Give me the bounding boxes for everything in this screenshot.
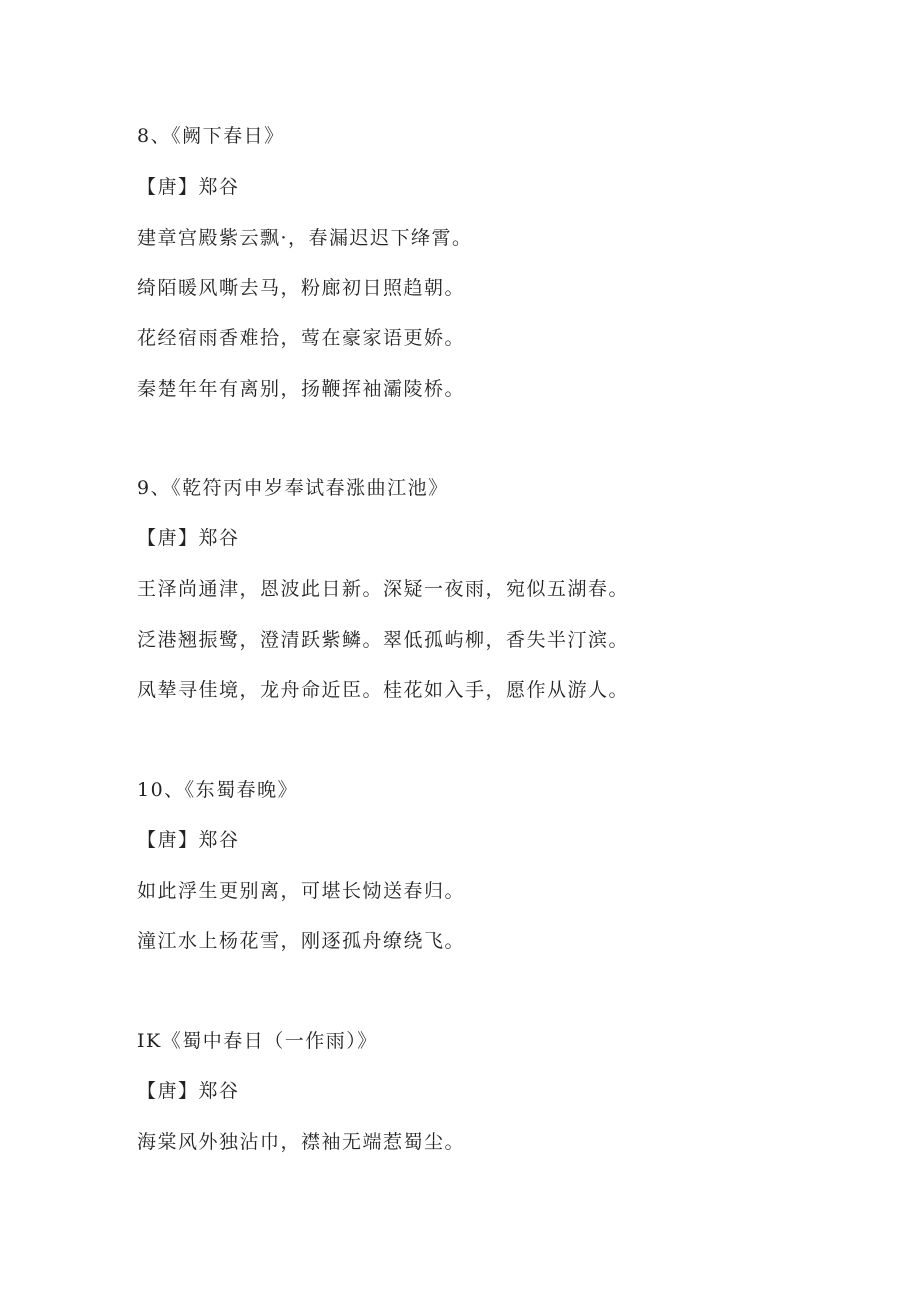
poem-line: 泛港翘振鹭，澄清跃紫鳞。翠低孤屿柳，香失半汀滨。	[137, 629, 630, 651]
poem-author: 【唐】郑谷	[137, 527, 240, 549]
poem-title: 9、《乾符丙申岁奉试春涨曲江池》	[137, 477, 449, 499]
poem-line: 如此浮生更别离，可堪长恸送春归。	[137, 880, 466, 902]
poem-line: 绮陌暖风嘶去马，粉廊初日照趋朝。	[137, 277, 466, 299]
poem-author: 【唐】郑谷	[137, 176, 240, 198]
poem-line: 花经宿雨香难拾，莺在豪家语更娇。	[137, 327, 466, 349]
poem-line: 建章宫殿紫云飘·，春漏迟迟下绛霄。	[137, 227, 473, 249]
poem-title: IK《蜀中春日（一作雨）》	[137, 1030, 378, 1052]
poem-title: 8、《阙下春日》	[137, 125, 285, 147]
poem-line: 海棠风外独沾巾，襟袖无端惹蜀尘。	[137, 1131, 466, 1153]
poem-author: 【唐】郑谷	[137, 829, 240, 851]
poem-title: 10、《东蜀春晚》	[137, 779, 299, 801]
poem-line: 王泽尚通津，恩波此日新。深疑一夜雨，宛似五湖春。	[137, 578, 630, 600]
poem-line: 潼江水上杨花雪，刚逐孤舟缭绕飞。	[137, 930, 466, 952]
poem-line: 秦楚年年有离别，扬鞭挥袖灞陵桥。	[137, 378, 466, 400]
poem-author: 【唐】郑谷	[137, 1080, 240, 1102]
poem-line: 凤辇寻佳境，龙舟命近臣。桂花如入手，愿作从游人。	[137, 679, 630, 701]
